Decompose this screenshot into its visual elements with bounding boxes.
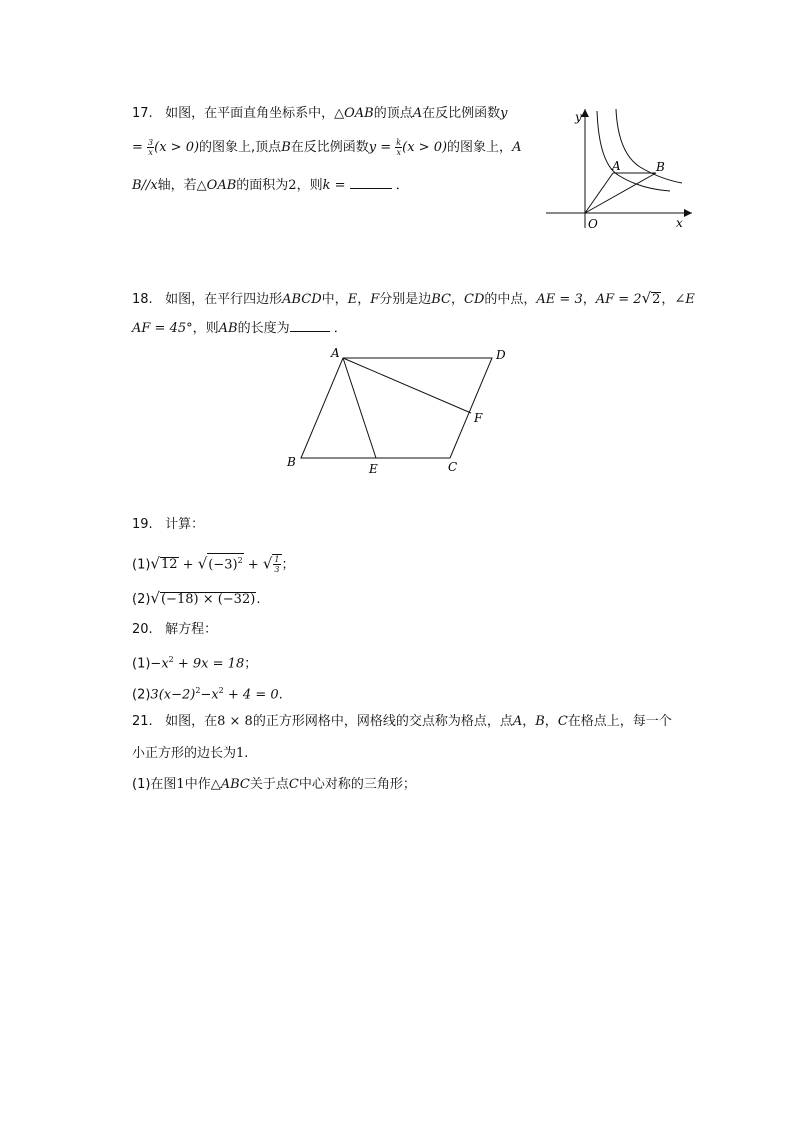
label-d: D — [496, 348, 506, 362]
label-b: B — [287, 455, 296, 469]
q17-line-1: 17. 如图，在平面直角坐标系中，△OAB的顶点A在反比例函数y — [132, 106, 508, 121]
answer-blank-17[interactable] — [350, 188, 392, 189]
parallelogram-abcd — [301, 358, 492, 458]
q20-part-1: $(1)-x^2 + 9x = 18$； — [132, 655, 258, 672]
q18-line-2: AF = 45°，则AB的长度为 ． — [132, 321, 347, 336]
fraction-3-over-x: $\frac{3}{x}$ — [148, 138, 154, 157]
figure-17-graph — [540, 103, 700, 233]
q17-line-3: B//x轴，若△OAB的面积为2，则k = ． — [132, 178, 409, 193]
q21-line-2: 小正方形的边长为1. — [132, 746, 249, 761]
q20-title: 20. 解方程： — [132, 622, 218, 637]
q21-part-1: (1)在图1中作△ABC关于点C中心对称的三角形； — [132, 777, 416, 792]
label-x: x — [676, 216, 683, 230]
label-b: B — [656, 160, 665, 174]
q18-number: 18. — [132, 292, 153, 307]
q19-title: 19. 计算： — [132, 517, 205, 532]
q19-number: 19. — [132, 517, 153, 532]
curve-y-k-over-x — [616, 109, 682, 183]
label-a: A — [612, 159, 621, 173]
y-axis-arrow — [581, 109, 589, 117]
label-o: O — [588, 217, 598, 231]
segment-ob — [585, 173, 656, 213]
label-c: C — [448, 460, 458, 474]
fraction-k-over-x: $\frac{k}{x}$ — [396, 138, 402, 157]
segment-oa — [585, 173, 613, 213]
figure-18-parallelogram — [280, 342, 520, 482]
q19-part-2: (2)√(−18) × (−32). — [132, 589, 261, 607]
label-a: A — [331, 346, 340, 360]
label-e: E — [369, 462, 378, 476]
segment-ae — [343, 358, 376, 458]
label-y: y — [575, 110, 582, 124]
x-axis-arrow — [684, 209, 692, 217]
q20-number: 20. — [132, 622, 153, 637]
q17-number: 17. — [132, 106, 153, 121]
label-f: F — [474, 411, 483, 425]
q21-number: 21. — [132, 714, 153, 729]
answer-blank-18[interactable] — [290, 331, 330, 332]
fraction-1-over-3: $\frac{1}{3}$ — [274, 555, 280, 575]
q19-part-1: $(1)√12 + √(-3)^2$ + √ $\frac{1}{3}$ ； — [132, 554, 295, 575]
q20-part-2: $(2)3(x-2)^2-x^2 + 4 = 0$. — [132, 686, 283, 703]
q21-line-1: 21. 如图，在8 × 8的正方形网格中，网格线的交点称为格点，点A，B，C在格点上，每一个 — [132, 714, 672, 729]
segment-af — [343, 358, 471, 413]
q18-line-1: 18. 如图，在平行四边形ABCD中，E，F分别是边BC，CD的中点，AE = 3，AF = 2√2，∠E — [132, 289, 695, 307]
q17-line-2: = $\frac{3}{x}$ (x > 0)的图象上,顶点B在反比例函数y = $\frac{k}{x}$ (x > 0)的图象上，A — [132, 138, 522, 157]
curve-y-3-over-x — [597, 111, 670, 191]
